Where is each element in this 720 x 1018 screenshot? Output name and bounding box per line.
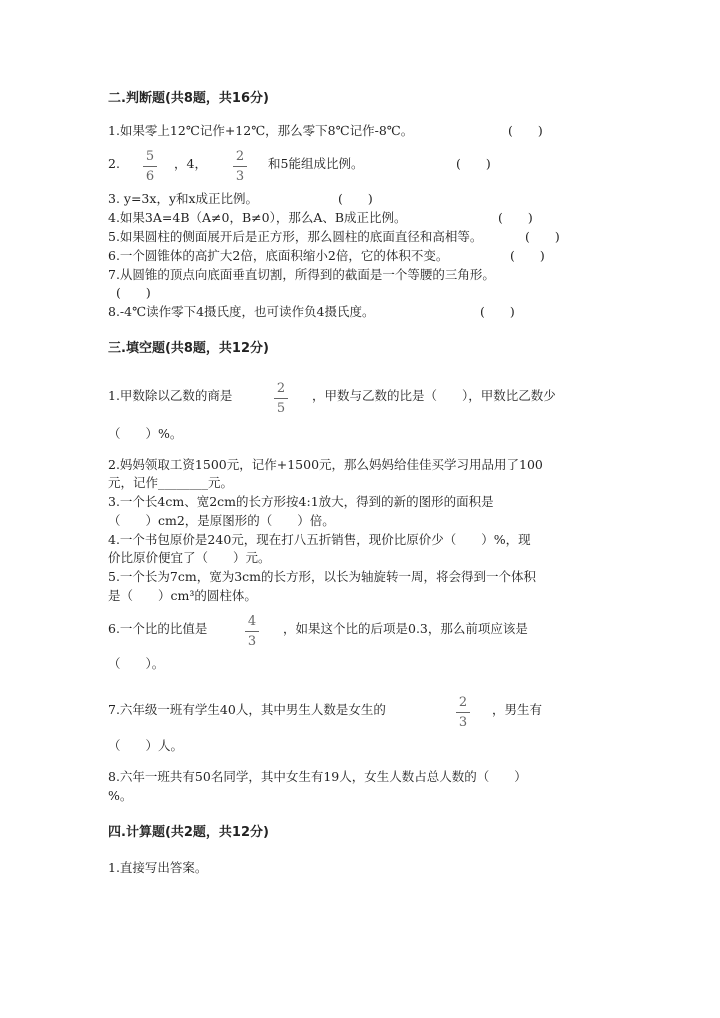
fraction-bar — [245, 631, 259, 632]
s2-q2-prefix: 2. — [108, 156, 120, 171]
s2-q3-text: 3. y=3x，y和x成正比例。 — [108, 191, 259, 206]
s3-q6-line2: （ ）。 — [108, 656, 165, 671]
s2-q2-paren: ( ) — [456, 156, 491, 171]
section3-title: 三.填空题(共8题，共12分) — [108, 341, 269, 356]
s3-q1-suffix: ，甲数与乙数的比是（ ），甲数比乙数少 — [312, 388, 556, 403]
s3-q7-suffix: ，男生有 — [492, 702, 543, 717]
s3-q1-line2: （ ）%。 — [108, 426, 183, 441]
section4-title: 四.计算题(共2题，共12分) — [108, 825, 269, 840]
section2-title: 二.判断题(共8题，共16分) — [108, 91, 269, 106]
s2-q5-paren: ( ) — [525, 229, 560, 244]
s2-q2-suffix: 和5能组成比例。 — [268, 156, 364, 171]
s2-q4-paren: ( ) — [498, 210, 533, 225]
s3-q4-line1: 4.一个书包原价是240元，现在打八五折销售，现价比原价少（ ）%，现 — [108, 532, 531, 547]
s2-q2-mid: ，4， — [174, 156, 207, 171]
s2-q2-frac1-den: 6 — [145, 169, 155, 184]
s2-q1-paren: ( ) — [508, 123, 543, 138]
s2-q2-frac1-num: 5 — [145, 149, 155, 164]
fraction-bar — [143, 166, 157, 167]
s2-q2-frac2-num: 2 — [235, 149, 245, 164]
s2-q2-frac2-den: 3 — [235, 169, 245, 184]
s3-q7-frac-num: 2 — [458, 695, 468, 710]
s3-q1-frac-den: 5 — [276, 401, 286, 416]
s3-q7-prefix: 7.六年级一班有学生40人，其中男生人数是女生的 — [108, 702, 386, 717]
s3-q6-frac-num: 4 — [247, 614, 257, 629]
s2-q5-text: 5.如果圆柱的侧面展开后是正方形，那么圆柱的底面直径和高相等。 — [108, 229, 483, 244]
s2-q4-text: 4.如果3A=4B（A≠0，B≠0），那么A、B成正比例。 — [108, 210, 407, 225]
s3-q7-frac-den: 3 — [458, 715, 468, 730]
s3-q1-frac-num: 2 — [276, 381, 286, 396]
fraction-bar — [274, 398, 288, 399]
s3-q1-prefix: 1.甲数除以乙数的商是 — [108, 388, 233, 403]
s3-q6-prefix: 6.一个比的比值是 — [108, 621, 208, 636]
fraction-bar — [233, 166, 247, 167]
s2-q6-text: 6.一个圆锥体的高扩大2倍，底面积缩小2倍，它的体积不变。 — [108, 248, 449, 263]
s3-q6-frac-den: 3 — [247, 634, 257, 649]
s2-q1-text: 1.如果零上12℃记作+12℃，那么零下8℃记作-8℃。 — [108, 123, 414, 138]
s3-q3-line2: （ ）cm2，是原图形的（ ）倍。 — [108, 513, 335, 528]
s3-q7-line2: （ ）人。 — [108, 738, 184, 753]
s3-q4-line2: 价比原价便宜了（ ）元。 — [108, 550, 271, 565]
s3-q2-line1: 2.妈妈领取工资1500元，记作+1500元，那么妈妈给佳佳买学习用品用了100 — [108, 457, 543, 472]
s2-q8-text: 8.-4℃读作零下4摄氏度，也可读作负4摄氏度。 — [108, 304, 375, 319]
s2-q8-paren: ( ) — [480, 304, 515, 319]
s3-q6-suffix: ，如果这个比的后项是0.3，那么前项应该是 — [283, 621, 528, 636]
s3-q6-fraction — [245, 615, 259, 648]
s3-q8-line1: 8.六年一班共有50名同学，其中女生有19人，女生人数占总人数的（ ） — [108, 769, 527, 784]
s4-q1-text: 1.直接写出答案。 — [108, 860, 208, 875]
s2-q2-fraction-2 — [233, 150, 247, 183]
s3-q3-line1: 3.一个长4cm、宽2cm的长方形按4:1放大，得到的新的图形的面积是 — [108, 494, 494, 509]
s3-q1-fraction — [274, 382, 288, 415]
s2-q3-paren: ( ) — [338, 191, 373, 206]
s3-q5-line2: 是（ ）cm³的圆柱体。 — [108, 588, 257, 603]
s2-q7-text: 7.从圆锥的顶点向底面垂直切割，所得到的截面是一个等腰的三角形。 — [108, 267, 495, 282]
s2-q7-paren: ( ) — [116, 285, 151, 300]
s2-q6-paren: ( ) — [510, 248, 545, 263]
s3-q5-line1: 5.一个长为7cm，宽为3cm的长方形，以长为轴旋转一周，将会得到一个体积 — [108, 569, 537, 584]
s3-q2-line2: 元，记作________元。 — [108, 475, 234, 490]
s2-q2-fraction-1 — [143, 150, 157, 183]
s3-q8-line2: %。 — [108, 788, 133, 803]
fraction-bar — [456, 712, 470, 713]
s3-q7-fraction — [456, 696, 470, 729]
